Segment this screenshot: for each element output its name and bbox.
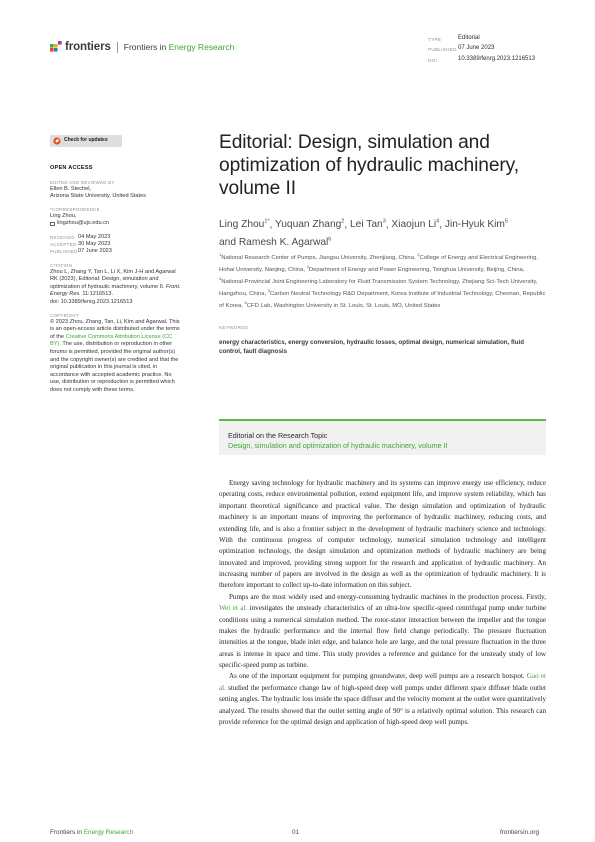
copyright-pre: © 2023 Zhou, Zhang, Tan, Li, Kim and Agarwal. This is an open-access article distributed under the terms of the xyxy=(50,318,180,340)
received-value: 04 May 2023 xyxy=(78,233,111,240)
journal-prefix: Frontiers in xyxy=(123,42,167,52)
editor-name: Ellen B. Stechel, xyxy=(50,185,92,192)
edited-by-label: EDITED AND REVIEWED BY xyxy=(50,179,115,185)
meta-doi-value[interactable]: 10.3389/fenrg.2023.1216513 xyxy=(458,55,536,62)
copyright-label: COPYRIGHT xyxy=(50,312,79,318)
citation-doi[interactable]: doi: 10.3389/fenrg.2023.1216513 xyxy=(50,298,133,305)
accepted-label: ACCEPTED xyxy=(50,242,77,248)
author-list: Ling Zhou$^{1*}$, Yuquan Zhang$^2$, Lei Tan$^3$, Xiaojun Li$^4$, Jin-Hyuk Kim$^5$ and Ramesh K. Agarwal$^6$ xyxy=(219,219,508,249)
paragraph-1: Energy saving technology for hydraulic machinery and its systems can improve energy use efficiency, reduce operating costs, reduce environmental pollution, extend equipment life, and improve system reliability, which has important theoretical significance and practical value. The design simulation and optimization of hydraulic machinery is an important means of improving the performance of hydraulic machinery, reducing costs, and extending life, and is also a frontier subject in the development of hydraulic machinery science and technology. With the continuous progress of computer technology, numerical simulation technology and intelligent optimization technology, the design simulation and optimization methods of hydraulic machinery are being innovated and improved, providing strong support for the research and application of hydraulic machinery. An increasing number of papers are involved in the design as well as the optimization of hydraulic machinery. It is therefore important to collect up-to-date information on this subject. xyxy=(219,479,546,590)
author[interactable]: Lei Tan$^3$ xyxy=(350,219,386,231)
citation-link-wei[interactable]: Wei et al. xyxy=(219,604,248,613)
citation-text xyxy=(50,269,183,307)
author[interactable]: Ling Zhou$^{1*}$ xyxy=(219,219,270,231)
meta-type xyxy=(428,34,535,44)
article-title: Editorial: Design, simulation and optimization of hydraulic machinery, volume II xyxy=(219,132,519,200)
author[interactable]: Xiaojun Li$^4$ xyxy=(391,219,440,231)
logo-divider xyxy=(117,42,118,53)
editor-affiliation: Arizona State University, United States xyxy=(50,193,146,200)
author[interactable]: Yuquan Zhang$^2$ xyxy=(275,219,345,231)
research-topic-label: Editorial on the Research Topic xyxy=(228,431,328,440)
copyright-post: The use, distribution or reproduction in other forums is permitted, provided the original author(s) and the copyright owner(s) are credited and that the original publication in this journal is cited, in accordance with accepted academic practice. No use, distribution or reproduction is permitted which does not comply with these terms. xyxy=(50,341,179,393)
license-link[interactable]: Creative Commons Attribution License (CC BY). xyxy=(50,333,173,348)
journal-name xyxy=(124,42,235,52)
correspondence-email[interactable]: lingzhou@ujs.edu.cn xyxy=(57,220,110,227)
published-value: 07 June 2023 xyxy=(78,248,112,255)
citation-link-gao[interactable]: Gao et al. xyxy=(219,672,546,692)
meta-doi xyxy=(428,55,535,65)
published-label: PUBLISHED xyxy=(50,249,78,255)
correspondence-email-row xyxy=(50,220,183,228)
check-updates-button[interactable] xyxy=(50,135,122,147)
copyright-text xyxy=(50,319,183,395)
open-access-label: OPEN ACCESS xyxy=(50,165,93,171)
footer-journal xyxy=(50,829,133,836)
citation-volume: 11:1216513. xyxy=(80,291,114,298)
keywords: energy characteristics, energy conversion, hydraulic losses, optimal design, numerical simulation, fluid control, fault diagnosis xyxy=(219,339,525,355)
meta-doi-label: DOI xyxy=(428,57,438,63)
meta-type-value: Editorial xyxy=(458,35,480,41)
affiliations: $^1$National Research Center of Pumps, Jiangsu University, Zhenjiang, China, $^2$College of Energy and Electrical Engineering, Hohai University, Nanjing, China, $^3$Department of Energy and Power Engineering, Tsinghua University, Beijing, China, $^4$National-Provincial Joint Engineering Laboratory for Fluid Transmission System Technology, Zhejiang Sci-Tech University, Hangzhou, China, $^5$Carbon Neutral Technology R&D Department, Korea Institute of Industrial Technology, Cheonan, Republic of Korea, $^6$CFD Lab, Washington University in St. Louis, St. Louis, MO, United States xyxy=(219,252,546,309)
frontiers-logo[interactable] xyxy=(50,40,234,54)
footer-site-link[interactable]: frontiersin.org xyxy=(500,829,540,836)
citation-body: Zhou L, Zhang Y, Tan L, Li X, Kim J-H and Agarwal RK (2023), Editorial: Design, simulation and optimization of hydraulic machinery, volume II. xyxy=(50,268,176,290)
footer-journal-prefix: Frontiers in xyxy=(50,829,82,836)
sidebar xyxy=(50,135,183,400)
accepted-value: 30 May 2023 xyxy=(78,241,111,248)
check-updates-icon xyxy=(53,137,61,145)
meta-type-label: TYPE xyxy=(428,37,442,42)
envelope-icon xyxy=(50,222,55,226)
dates-block xyxy=(50,234,183,256)
research-topic-box xyxy=(219,419,546,455)
footer-journal-name: Energy Research xyxy=(83,829,134,836)
received-label: RECEIVED xyxy=(50,234,75,240)
author[interactable]: Jin-Hyuk Kim$^5$ xyxy=(444,219,508,231)
article-body xyxy=(219,478,546,728)
correspondence-name: Ling Zhou, xyxy=(50,212,77,219)
correspondence-label: *CORRESPONDENCE xyxy=(50,206,100,212)
citation-label: CITATION xyxy=(50,262,73,268)
check-updates-label: Check for updates xyxy=(64,137,108,144)
page-number: 01 xyxy=(292,829,300,836)
meta-published xyxy=(428,44,535,54)
paragraph-2: Pumps are the most widely used and energy-consuming hydraulic machines in the production process. Firstly, Wei et al. investigates the unsteady characteristics of an ultra-low specific-speed centrifugal pump under turbine conditions using a numerical simulation method. The rotor-stator interaction between the impeller and the tongue makes the hydraulic performance and the internal flow field change periodically. The pressure fluctuation intensities at the tongue, blade inlet edge, and balance hole are large, and the total pressure fluctuation in the three areas is intense in space and time. This study provides a reference and guidance for the unsteady study of low specific-speed pump as turbine. xyxy=(219,592,546,669)
research-topic-link[interactable]: Design, simulation and optimization of hydraulic machinery, volume II xyxy=(228,441,448,450)
citation-journal: Front. Energy Res. xyxy=(50,283,181,298)
editor-block xyxy=(50,180,183,201)
meta-published-value: 07 June 2023 xyxy=(458,45,495,52)
journal-field: Energy Research xyxy=(168,42,235,52)
correspondence-block xyxy=(50,207,183,228)
citation-block xyxy=(50,263,183,307)
keywords-label: KEYWORDS xyxy=(219,325,249,330)
meta-published-label: PUBLISHED xyxy=(428,47,457,53)
copyright-block xyxy=(50,313,183,395)
article-meta xyxy=(428,34,535,65)
paragraph-3: As one of the important equipment for pumping groundwater, deep well pumps are a research hotspot. Gao et al. studied the performance change law of high-speed deep well pumps under different space diffuser blade outlet setting angles. The hydraulic loss inside the space diffuser and the velocity moment at the outlet were quantitatively analyzed. The results showed that the outlet setting angle of 90° is a relatively optimal solution. This research can provide reference for the optimal design and application of high-speed deep well pumps. xyxy=(219,672,546,726)
author[interactable]: and Ramesh K. Agarwal$^6$ xyxy=(219,236,332,249)
frontiers-logo-icon xyxy=(50,41,62,53)
logo-wordmark: frontiers xyxy=(65,41,111,53)
